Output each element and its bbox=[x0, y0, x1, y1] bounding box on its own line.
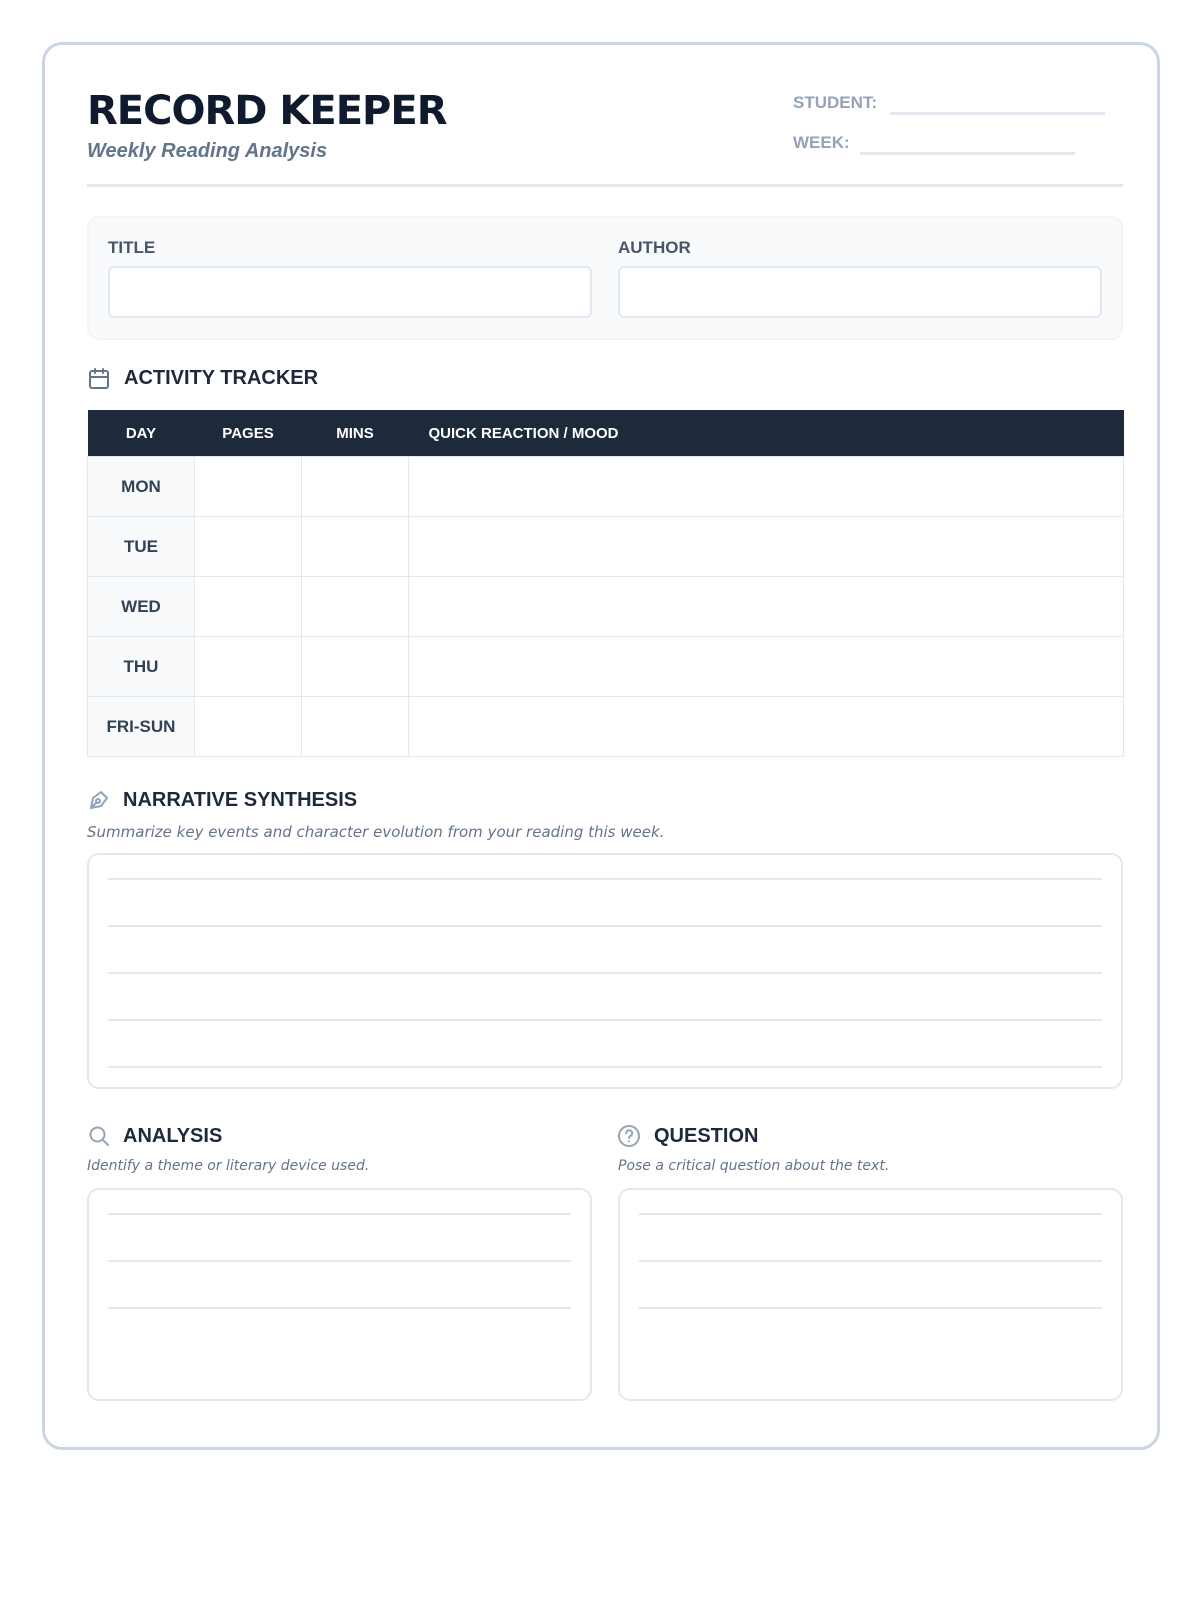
question-heading: QUESTION bbox=[654, 1125, 759, 1147]
help-circle-icon bbox=[617, 1124, 641, 1148]
mins-cell[interactable] bbox=[302, 577, 409, 637]
ruled-line bbox=[108, 925, 1102, 927]
ruled-line bbox=[108, 1066, 1102, 1068]
reaction-cell[interactable] bbox=[409, 457, 1124, 517]
author-label: AUTHOR bbox=[618, 238, 691, 257]
analysis-writing-area[interactable] bbox=[87, 1188, 592, 1401]
pages-cell[interactable] bbox=[195, 577, 302, 637]
ruled-line bbox=[108, 972, 1102, 974]
worksheet-card bbox=[42, 42, 1160, 1450]
narrative-heading: NARRATIVE SYNTHESIS bbox=[123, 789, 358, 811]
analysis-heading: ANALYSIS bbox=[123, 1125, 223, 1147]
student-label: STUDENT: bbox=[793, 93, 878, 112]
question-writing-area[interactable] bbox=[618, 1188, 1123, 1401]
student-field[interactable] bbox=[890, 112, 1105, 115]
day-cell: THU bbox=[88, 637, 195, 697]
ruled-line bbox=[108, 1307, 571, 1309]
column-header-day: DAY bbox=[88, 410, 195, 457]
column-header-mins: MINS bbox=[302, 410, 409, 457]
pages-cell[interactable] bbox=[195, 457, 302, 517]
pages-cell[interactable] bbox=[195, 697, 302, 757]
pages-cell[interactable] bbox=[195, 517, 302, 577]
column-header-pages: PAGES bbox=[195, 410, 302, 457]
table-row bbox=[88, 457, 1124, 517]
calendar-icon bbox=[87, 367, 111, 391]
mins-cell[interactable] bbox=[302, 637, 409, 697]
day-cell: FRI-SUN bbox=[88, 697, 195, 757]
page-subtitle: Weekly Reading Analysis bbox=[87, 140, 328, 162]
question-hint: Pose a critical question about the text. bbox=[618, 1158, 890, 1174]
activity-tracker-table bbox=[87, 410, 1124, 757]
ruled-line bbox=[108, 1213, 571, 1215]
mins-cell[interactable] bbox=[302, 517, 409, 577]
mins-cell[interactable] bbox=[302, 457, 409, 517]
header-divider bbox=[87, 184, 1123, 187]
column-header-reaction: QUICK REACTION / MOOD bbox=[409, 410, 1124, 457]
ruled-line bbox=[639, 1213, 1102, 1215]
day-cell: MON bbox=[88, 457, 195, 517]
table-row bbox=[88, 637, 1124, 697]
table-row bbox=[88, 697, 1124, 757]
author-field[interactable] bbox=[618, 266, 1102, 318]
activity-tracker-heading: ACTIVITY TRACKER bbox=[124, 367, 319, 389]
table-header-row bbox=[88, 410, 1124, 457]
ruled-line bbox=[639, 1260, 1102, 1262]
narrative-hint: Summarize key events and character evolution from your reading this week. bbox=[87, 823, 665, 841]
ruled-line bbox=[108, 878, 1102, 880]
mins-cell[interactable] bbox=[302, 697, 409, 757]
ruled-line bbox=[108, 1260, 571, 1262]
week-field[interactable] bbox=[860, 152, 1075, 155]
reaction-cell[interactable] bbox=[409, 697, 1124, 757]
narrative-writing-area[interactable] bbox=[87, 853, 1123, 1089]
book-info-panel bbox=[87, 216, 1123, 340]
day-cell: WED bbox=[88, 577, 195, 637]
ruled-line bbox=[108, 1019, 1102, 1021]
title-label: TITLE bbox=[108, 238, 156, 257]
reaction-cell[interactable] bbox=[409, 637, 1124, 697]
pages-cell[interactable] bbox=[195, 637, 302, 697]
ruled-line bbox=[639, 1307, 1102, 1309]
analysis-hint: Identify a theme or literary device used. bbox=[87, 1158, 370, 1174]
reaction-cell[interactable] bbox=[409, 577, 1124, 637]
reaction-cell[interactable] bbox=[409, 517, 1124, 577]
pen-nib-icon bbox=[87, 788, 111, 812]
table-row bbox=[88, 577, 1124, 637]
title-field[interactable] bbox=[108, 266, 592, 318]
day-cell: TUE bbox=[88, 517, 195, 577]
page-title: RECORD KEEPER bbox=[87, 88, 447, 134]
week-label: WEEK: bbox=[793, 133, 850, 152]
search-icon bbox=[87, 1124, 111, 1148]
table-row bbox=[88, 517, 1124, 577]
